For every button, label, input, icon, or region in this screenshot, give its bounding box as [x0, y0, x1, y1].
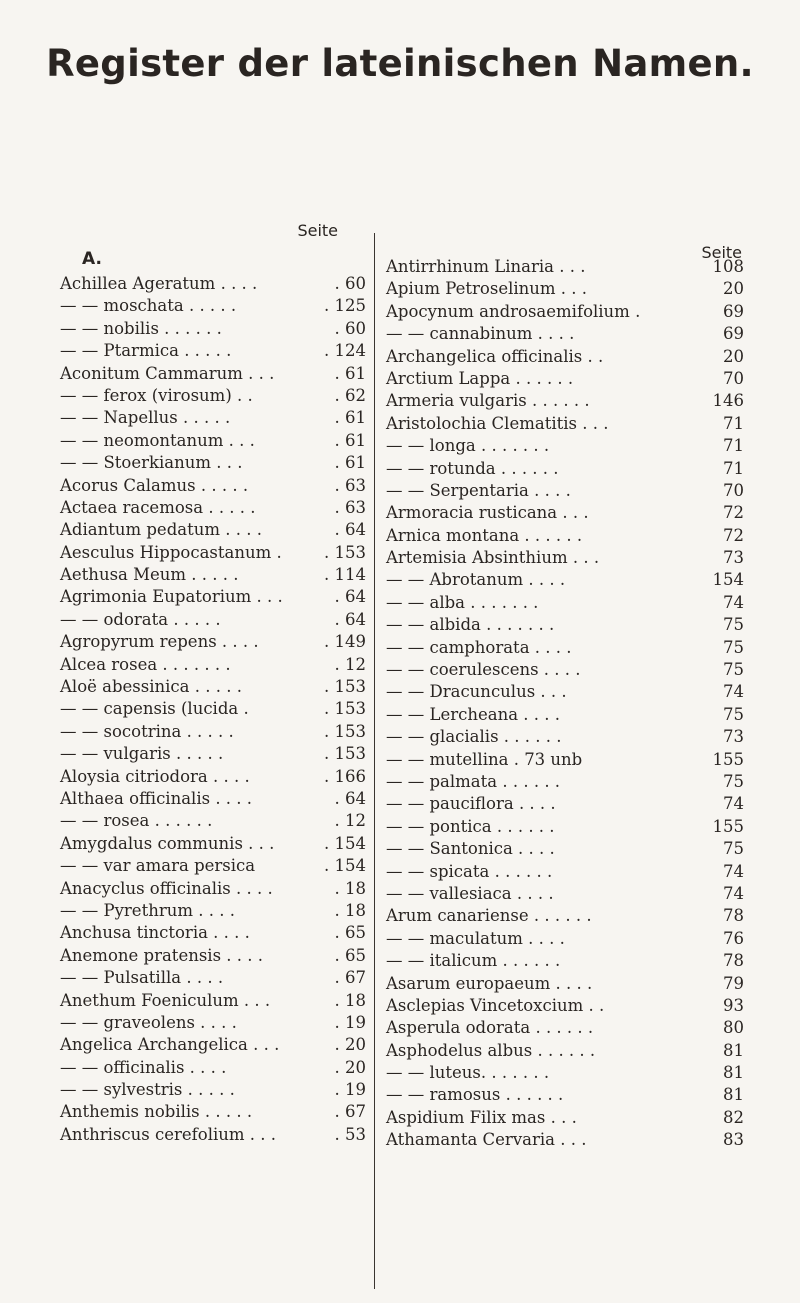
entry-page-number: 70	[723, 480, 744, 500]
entry-name: Aesculus Hippocastanum .	[60, 542, 282, 562]
entry-page-number: 73	[723, 727, 744, 747]
entry-name: — — Santonica . . . .	[386, 839, 555, 859]
index-list-left	[60, 273, 366, 1146]
entry-page-number: . 154	[324, 856, 366, 876]
entry-name: Anthemis nobilis . . . . .	[60, 1102, 253, 1122]
entry-name: Antirrhinum Linaria . . .	[386, 257, 586, 276]
entry-name: — — capensis (lucida .	[60, 699, 249, 719]
column-divider	[374, 233, 375, 1289]
entry-name: — — vulgaris . . . . .	[60, 744, 224, 764]
index-entry	[386, 1040, 744, 1062]
entry-page-number: . 18	[334, 990, 366, 1010]
entry-name: — — luteus. . . . . . .	[386, 1063, 550, 1083]
entry-name: Armeria vulgaris . . . . . .	[386, 391, 590, 411]
index-entry	[386, 592, 744, 614]
entry-page-number: . 114	[324, 565, 366, 585]
entry-page-number: 146	[712, 391, 744, 411]
index-entry	[60, 922, 366, 944]
index-entry	[60, 743, 366, 765]
entry-page-number: . 61	[334, 408, 366, 428]
index-entry	[60, 340, 366, 362]
entry-name: Arctium Lappa . . . . . .	[386, 368, 574, 388]
entry-page-number: . 125	[324, 296, 366, 316]
entry-page-number: . 61	[334, 453, 366, 473]
index-entry	[386, 1062, 744, 1084]
page-column-header: Seite	[701, 243, 742, 262]
entry-name: Adiantum pedatum . . . .	[60, 520, 262, 540]
entry-name: — — ferox (virosum) . .	[60, 385, 253, 405]
entry-page-number: 71	[723, 436, 744, 456]
entry-page-number: 81	[723, 1040, 744, 1060]
entry-name: — — Dracunculus . . .	[386, 682, 567, 702]
entry-page-number: 93	[723, 995, 744, 1015]
index-entry	[60, 586, 366, 608]
entry-name: Angelica Archangelica . . .	[60, 1035, 280, 1055]
index-entry	[386, 883, 744, 905]
index-entry	[386, 301, 744, 323]
entry-page-number: . 64	[334, 520, 366, 540]
entry-page-number: . 19	[334, 1012, 366, 1032]
index-entry	[386, 861, 744, 883]
entry-page-number: . 60	[334, 274, 366, 293]
entry-name: — — nobilis . . . . . .	[60, 318, 222, 338]
index-entry	[386, 928, 744, 950]
entry-name: Artemisia Absinthium . . .	[386, 548, 600, 568]
index-entry	[386, 458, 744, 480]
entry-page-number: 72	[723, 525, 744, 545]
entry-page-number: 108	[712, 257, 744, 276]
index-entry	[386, 905, 744, 927]
entry-page-number: . 12	[334, 811, 366, 831]
index-entry	[60, 295, 366, 317]
index-entry	[60, 1079, 366, 1101]
entry-name: Armoracia rusticana . . .	[386, 503, 589, 523]
index-entry	[386, 704, 744, 726]
entry-name: Aristolochia Clematitis . . .	[386, 413, 609, 433]
entry-page-number: 75	[723, 615, 744, 635]
entry-page-number: 71	[723, 413, 744, 433]
index-entry	[60, 1124, 366, 1146]
entry-page-number: 71	[723, 458, 744, 478]
index-entry	[60, 519, 366, 541]
entry-name: — — palmata . . . . . .	[386, 771, 561, 791]
entry-page-number: . 18	[334, 900, 366, 920]
entry-page-number: . 153	[324, 744, 366, 764]
index-entry	[60, 788, 366, 810]
index-entry	[60, 855, 366, 877]
entry-name: Asclepias Vincetoxcium . .	[386, 995, 605, 1015]
entry-name: Asphodelus albus . . . . . .	[386, 1040, 596, 1060]
index-entry	[386, 1017, 744, 1039]
index-list-right	[386, 256, 744, 1152]
entry-page-number: . 60	[334, 318, 366, 338]
index-entry	[60, 542, 366, 564]
entry-name: Asperula odorata . . . . . .	[386, 1018, 594, 1038]
index-entry	[386, 793, 744, 815]
entry-page-number: 154	[712, 570, 744, 590]
entry-name: — — sylvestris . . . . .	[60, 1080, 235, 1100]
entry-page-number: . 12	[334, 654, 366, 674]
index-entry	[386, 323, 744, 345]
index-entry	[386, 614, 744, 636]
entry-name: — — rosea . . . . . .	[60, 811, 213, 831]
entry-name: — — moschata . . . . .	[60, 296, 237, 316]
index-entry	[60, 721, 366, 743]
entry-name: Athamanta Cervaria . . .	[386, 1130, 587, 1150]
entry-name: Aloysia citriodora . . . .	[60, 766, 250, 786]
index-entry	[60, 318, 366, 340]
entry-name: — — socotrina . . . . .	[60, 721, 234, 741]
index-entry	[386, 838, 744, 860]
entry-name: Anacyclus officinalis . . . .	[60, 878, 273, 898]
entry-page-number: 74	[723, 861, 744, 881]
index-entry	[386, 256, 744, 278]
entry-page-number: . 153	[324, 721, 366, 741]
entry-page-number: . 149	[324, 632, 366, 652]
entry-page-number: 155	[712, 749, 744, 769]
index-entry	[386, 1084, 744, 1106]
index-entry	[60, 833, 366, 855]
index-entry	[386, 726, 744, 748]
entry-page-number: . 154	[324, 833, 366, 853]
entry-page-number: 75	[723, 660, 744, 680]
entry-name: — — pauciflora . . . .	[386, 794, 556, 814]
entry-name: Archangelica officinalis . .	[386, 346, 604, 366]
index-entry	[386, 681, 744, 703]
entry-name: — — rotunda . . . . . .	[386, 458, 559, 478]
entry-page-number: . 153	[324, 542, 366, 562]
index-entry	[386, 480, 744, 502]
entry-name: — — spicata . . . . . .	[386, 861, 553, 881]
entry-name: Aconitum Cammarum . . .	[60, 363, 275, 383]
entry-page-number: . 124	[324, 341, 366, 361]
entry-page-number: . 64	[334, 788, 366, 808]
entry-page-number: 69	[723, 324, 744, 344]
entry-page-number: 72	[723, 503, 744, 523]
entry-page-number: 155	[712, 816, 744, 836]
entry-name: Apocynum androsaemifolium .	[386, 301, 641, 321]
entry-page-number: 83	[723, 1130, 744, 1150]
index-entry	[60, 631, 366, 653]
entry-page-number: 75	[723, 771, 744, 791]
index-entry	[386, 973, 744, 995]
entry-page-number: . 61	[334, 430, 366, 450]
index-entry	[60, 430, 366, 452]
entry-page-number: 82	[723, 1107, 744, 1127]
page-title: Register der lateinischen Namen.	[46, 42, 754, 85]
index-entry	[386, 435, 744, 457]
entry-name: — — graveolens . . . .	[60, 1012, 237, 1032]
entry-page-number: 75	[723, 704, 744, 724]
entry-page-number: 74	[723, 682, 744, 702]
index-entry	[60, 676, 366, 698]
entry-page-number: . 65	[334, 923, 366, 943]
entry-page-number: . 67	[334, 968, 366, 988]
entry-name: — — odorata . . . . .	[60, 609, 221, 629]
entry-page-number: . 64	[334, 587, 366, 607]
index-entry	[386, 950, 744, 972]
entry-name: — — ramosus . . . . . .	[386, 1085, 564, 1105]
entry-name: Arnica montana . . . . . .	[386, 525, 583, 545]
entry-page-number: . 65	[334, 945, 366, 965]
index-entry	[386, 659, 744, 681]
entry-name: Aethusa Meum . . . . .	[60, 565, 239, 585]
entry-page-number: . 20	[334, 1035, 366, 1055]
entry-name: Achillea Ageratum . . . .	[60, 274, 258, 293]
index-entry	[60, 452, 366, 474]
entry-name: — — Stoerkianum . . .	[60, 453, 243, 473]
section-letter: A.	[82, 249, 102, 269]
entry-page-number: 81	[723, 1063, 744, 1083]
entry-page-number: . 61	[334, 363, 366, 383]
index-entry	[60, 766, 366, 788]
index-entry	[60, 1057, 366, 1079]
index-entry	[60, 967, 366, 989]
entry-name: — — camphorata . . . .	[386, 637, 572, 657]
index-entry	[386, 816, 744, 838]
entry-name: — — var amara persica	[60, 856, 256, 876]
index-entry	[386, 1107, 744, 1129]
index-entry	[386, 368, 744, 390]
entry-name: Agropyrum repens . . . .	[60, 632, 259, 652]
entry-name: Anemone pratensis . . . .	[60, 945, 264, 965]
index-entry	[60, 900, 366, 922]
entry-name: Althaea officinalis . . . .	[60, 788, 253, 808]
entry-name: — — cannabinum . . . .	[386, 324, 575, 344]
entry-name: — — maculatum . . . .	[386, 928, 565, 948]
page-column-header: Seite	[297, 221, 338, 240]
entry-page-number: 20	[723, 279, 744, 299]
index-entry	[60, 990, 366, 1012]
entry-page-number: 69	[723, 301, 744, 321]
index-entry	[386, 346, 744, 368]
entry-name: Agrimonia Eupatorium . . .	[60, 587, 283, 607]
entry-name: Arum canariense . . . . . .	[386, 906, 592, 926]
entry-name: — — glacialis . . . . . .	[386, 727, 562, 747]
entry-page-number: . 64	[334, 609, 366, 629]
entry-page-number: 70	[723, 368, 744, 388]
entry-name: — — italicum . . . . . .	[386, 951, 561, 971]
index-entry	[386, 390, 744, 412]
entry-name: Anchusa tinctoria . . . .	[60, 923, 250, 943]
index-entry	[60, 273, 366, 295]
entry-name: — — vallesiaca . . . .	[386, 883, 554, 903]
entry-page-number: . 20	[334, 1057, 366, 1077]
entry-page-number: 81	[723, 1085, 744, 1105]
entry-name: Amygdalus communis . . .	[60, 833, 275, 853]
entry-name: Actaea racemosa . . . . .	[60, 497, 256, 517]
entry-page-number: . 62	[334, 385, 366, 405]
entry-name: — — Napellus . . . . .	[60, 408, 231, 428]
entry-page-number: 74	[723, 592, 744, 612]
index-entry	[60, 698, 366, 720]
entry-page-number: . 166	[324, 766, 366, 786]
entry-page-number: . 18	[334, 878, 366, 898]
index-entry	[60, 945, 366, 967]
index-entry	[60, 1101, 366, 1123]
index-entry	[60, 609, 366, 631]
entry-name: Acorus Calamus . . . . .	[60, 475, 249, 495]
entry-name: Anthriscus cerefolium . . .	[60, 1124, 277, 1144]
entry-name: Apium Petroselinum . . .	[386, 279, 588, 299]
entry-page-number: 78	[723, 951, 744, 971]
entry-name: — — Lercheana . . . .	[386, 704, 560, 724]
index-entry	[60, 407, 366, 429]
entry-page-number: 73	[723, 548, 744, 568]
entry-page-number: 20	[723, 346, 744, 366]
index-entry	[386, 547, 744, 569]
entry-name: — — albida . . . . . . .	[386, 615, 555, 635]
entry-name: — — Abrotanum . . . .	[386, 570, 566, 590]
index-entry	[386, 502, 744, 524]
index-entry	[60, 878, 366, 900]
entry-name: Aloë abessinica . . . . .	[60, 677, 242, 697]
entry-name: — — mutellina . 73 unb	[386, 749, 583, 769]
index-entry	[60, 385, 366, 407]
entry-name: — — Ptarmica . . . . .	[60, 341, 232, 361]
entry-name: — — neomontanum . . .	[60, 430, 255, 450]
index-entry	[386, 569, 744, 591]
index-entry	[60, 497, 366, 519]
entry-page-number: 79	[723, 973, 744, 993]
index-entry	[386, 413, 744, 435]
index-entry	[386, 749, 744, 771]
index-entry	[386, 1129, 744, 1151]
index-entry	[386, 637, 744, 659]
entry-page-number: 75	[723, 839, 744, 859]
entry-page-number: 80	[723, 1018, 744, 1038]
index-entry	[60, 564, 366, 586]
entry-page-number: . 53	[334, 1124, 366, 1144]
index-entry	[386, 525, 744, 547]
entry-page-number: . 63	[334, 475, 366, 495]
entry-page-number: 75	[723, 637, 744, 657]
entry-name: — — pontica . . . . . .	[386, 816, 555, 836]
entry-page-number: . 153	[324, 677, 366, 697]
entry-page-number: 74	[723, 794, 744, 814]
index-entry	[60, 363, 366, 385]
entry-name: — — Serpentaria . . . .	[386, 480, 571, 500]
entry-page-number: 78	[723, 906, 744, 926]
entry-name: — — coerulescens . . . .	[386, 660, 581, 680]
entry-name: Aspidium Filix mas . . .	[386, 1107, 577, 1127]
entry-name: — — Pyrethrum . . . .	[60, 900, 235, 920]
entry-page-number: . 153	[324, 699, 366, 719]
entry-page-number: 74	[723, 883, 744, 903]
entry-page-number: 76	[723, 928, 744, 948]
entry-name: Anethum Foeniculum . . .	[60, 990, 271, 1010]
entry-name: — — alba . . . . . . .	[386, 592, 539, 612]
entry-page-number: . 67	[334, 1102, 366, 1122]
entry-name: — — Pulsatilla . . . .	[60, 968, 224, 988]
index-entry	[60, 654, 366, 676]
index-entry	[60, 1012, 366, 1034]
entry-name: Asarum europaeum . . . .	[386, 973, 593, 993]
entry-page-number: . 19	[334, 1080, 366, 1100]
index-entry	[60, 810, 366, 832]
entry-name: — — officinalis . . . .	[60, 1057, 227, 1077]
index-entry	[386, 995, 744, 1017]
entry-page-number: . 63	[334, 497, 366, 517]
index-entry	[386, 771, 744, 793]
index-entry	[60, 475, 366, 497]
index-entry	[386, 278, 744, 300]
entry-name: — — longa . . . . . . .	[386, 436, 550, 456]
entry-name: Alcea rosea . . . . . . .	[60, 654, 231, 674]
index-entry	[60, 1034, 366, 1056]
